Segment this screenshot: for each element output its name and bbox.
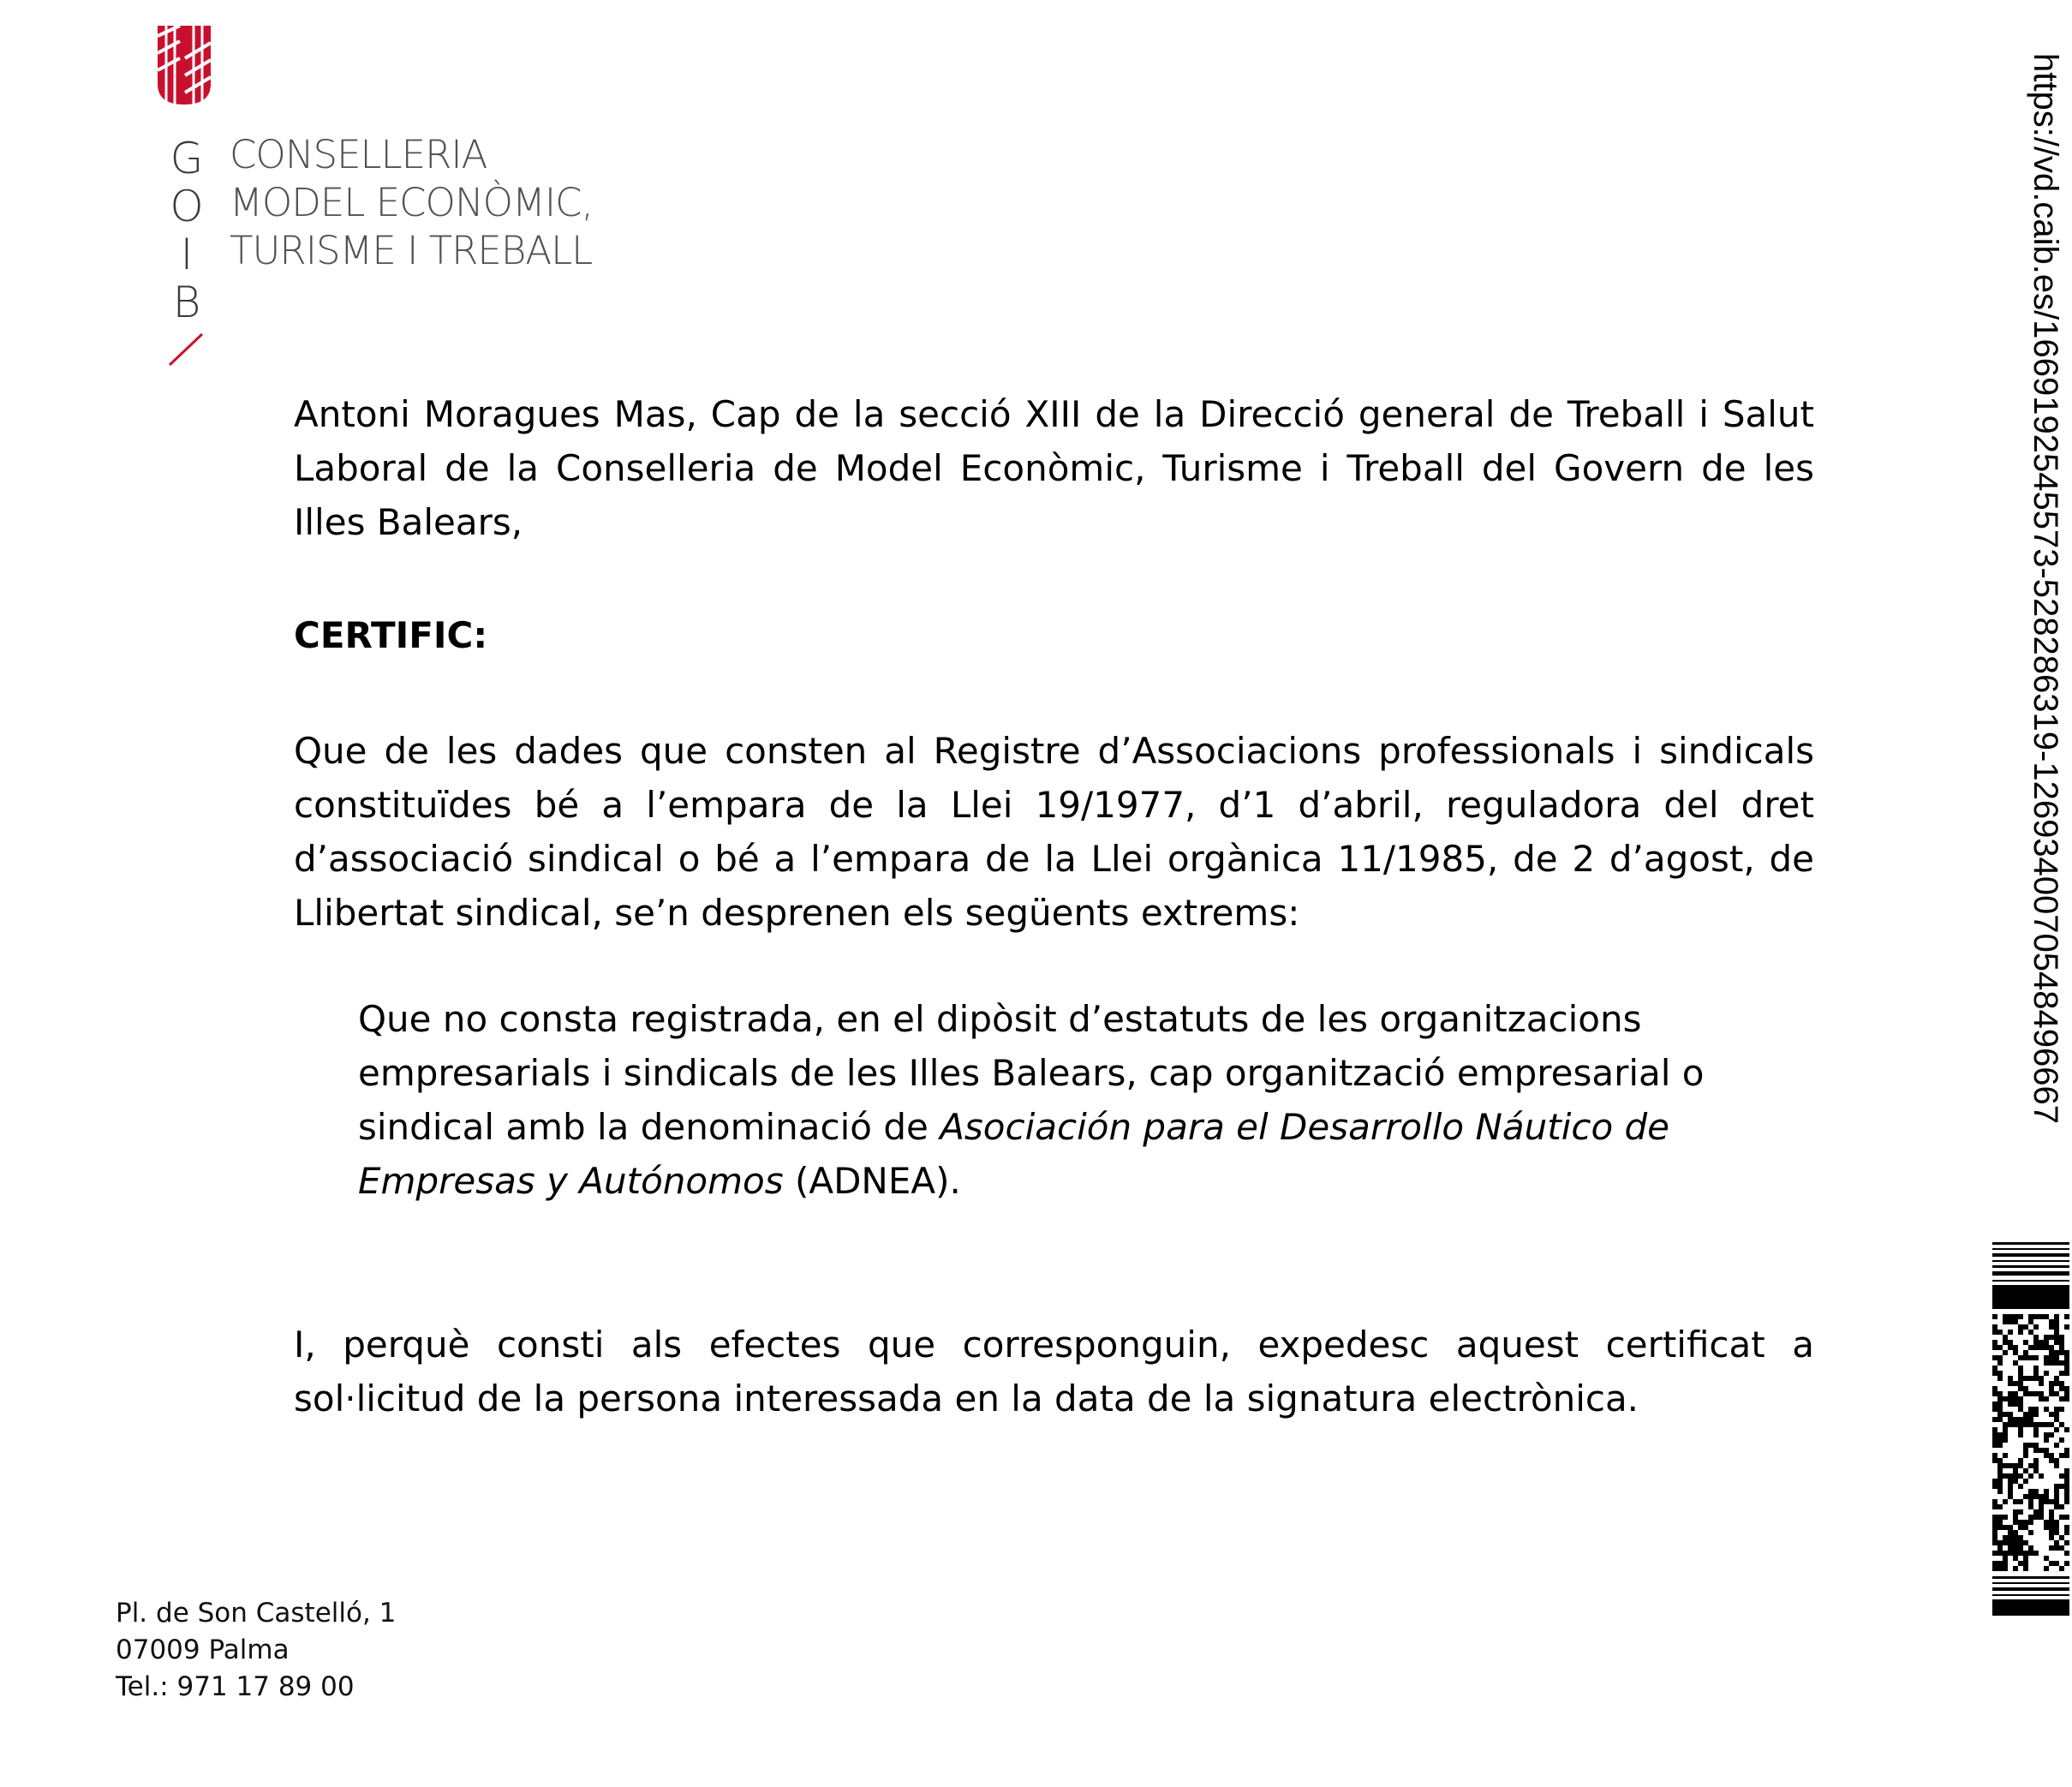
certific-heading: CERTIFIC: — [294, 614, 488, 656]
department-line: CONSELLERIA — [230, 132, 487, 177]
address-city: 07009 Palma — [116, 1635, 290, 1665]
department-line: MODEL ECONÒMIC, — [230, 180, 593, 225]
govern-emblem-logo — [154, 24, 214, 106]
intro-paragraph: Antoni Moragues Mas, Cap de la secció XIII de la Direcció general de Treball i Salut Laboral de la Conselleria de Model Econòmic, Turisme i Treball del Govern de les Illes Balears, — [294, 393, 1814, 543]
department-name — [230, 131, 593, 275]
address-footer — [116, 1595, 396, 1706]
pdf417-barcode-icon — [1992, 1242, 2069, 1616]
entity-name: Asociación para el Desarrollo Náutico de Empresas y Autónomos — [358, 1106, 1669, 1202]
goib-letter-b: B — [172, 278, 201, 327]
verification-url[interactable]: https://vd.caib.es/1669192545573-528286319-1269340070548496667 — [2027, 53, 2064, 1124]
registry-paragraph: Que de les dades que consten al Registre d’Associacions professionals i sindicals constituïdes bé a l’empara de la Llei 19/1977, d’1 d’abril, reguladora del dret d’associació sindical o bé a l’empara de la Llei orgànica 11/1985, de 2 d’agost, de Llibertat sindical, se’n desprenen els següents extrems: — [294, 730, 1814, 934]
statement-text: Que no consta registrada, en el dipòsit d’estatuts de les organitzacions empresarials i sindicals de les Illes Balears, cap organització empresarial o sindical amb la denominació de — [358, 998, 1705, 1148]
goib-letter-g: G — [170, 134, 204, 183]
entity-acronym: (ADNEA). — [783, 1160, 961, 1202]
address-street: Pl. de Son Castelló, 1 — [116, 1598, 397, 1629]
goib-letter-i: I — [180, 230, 194, 279]
goib-letter-o: O — [170, 182, 204, 231]
brand-slash-mark — [168, 331, 204, 367]
department-line: TURISME I TREBALL — [230, 228, 593, 273]
certified-statement — [358, 992, 1750, 1208]
closing-paragraph: I, perquè consti als efectes que corresponguin, expedesc aquest certificat a sol·licitud de la persona interessada en la data de la signatura electrònica. — [294, 1324, 1814, 1419]
address-phone: Tel.: 971 17 89 00 — [116, 1671, 355, 1702]
